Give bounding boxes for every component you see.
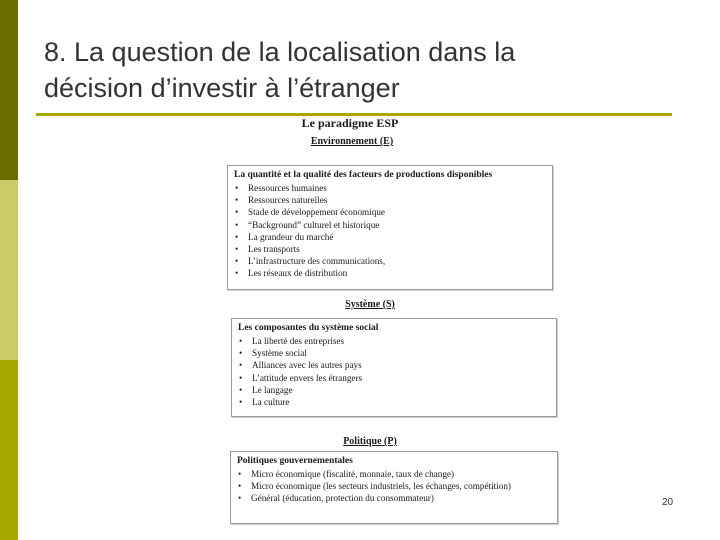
environment-box-title: La quantité et la qualité des facteurs de productions disponibles [234, 170, 493, 180]
accent-band-bottom [0, 360, 18, 540]
policy-label: Politique (P) [343, 436, 397, 447]
policy-box [230, 451, 558, 524]
list-item: • Micro économique (fiscalité, monnaie, taux de change) [237, 468, 551, 480]
system-label: Système (S) [345, 299, 395, 310]
list-item: • Alliances avec les autres pays [238, 359, 550, 371]
list-item: • Général (éducation, protection du consommateur) [237, 492, 551, 504]
list-item: • L’infrastructure des communications, [234, 255, 546, 267]
slide-title-line-1: 8. La question de la localisation dans la [44, 37, 516, 67]
policy-list [237, 468, 551, 505]
list-item: • “Background” culturel et historique [234, 219, 546, 231]
accent-band-middle [0, 180, 18, 360]
slide-title [44, 34, 684, 106]
figure-heading: Le paradigme ESP [301, 116, 399, 130]
environment-box [227, 165, 553, 290]
list-item: • La culture [238, 396, 550, 408]
page-number: 20 [662, 497, 674, 508]
list-item: • Système social [238, 347, 550, 359]
list-item: • Ressources humaines [234, 182, 546, 194]
list-item: • La liberté des entreprises [238, 335, 550, 347]
list-item: • La grandeur du marché [234, 231, 546, 243]
list-item: • Ressources naturelles [234, 194, 546, 206]
accent-band-top [0, 0, 18, 180]
environment-list [234, 182, 546, 280]
system-box [231, 318, 557, 417]
slide-title-line-2: décision d’investir à l’étranger [44, 73, 400, 103]
list-item: • Stade de développement économique [234, 206, 546, 218]
list-item: • L’attitude envers les étrangers [238, 372, 550, 384]
list-item: • Les réseaux de distribution [234, 267, 546, 279]
system-box-title: Les composantes du système social [238, 323, 379, 333]
environment-label: Environnement (E) [310, 136, 394, 147]
list-item: • Micro économique (les secteurs industriels, les échanges, compétition) [237, 480, 551, 492]
list-item: • Les transports [234, 243, 546, 255]
list-item: • Le langage [238, 384, 550, 396]
policy-box-title: Politiques gouvernementales [237, 456, 353, 466]
system-list [238, 335, 550, 408]
